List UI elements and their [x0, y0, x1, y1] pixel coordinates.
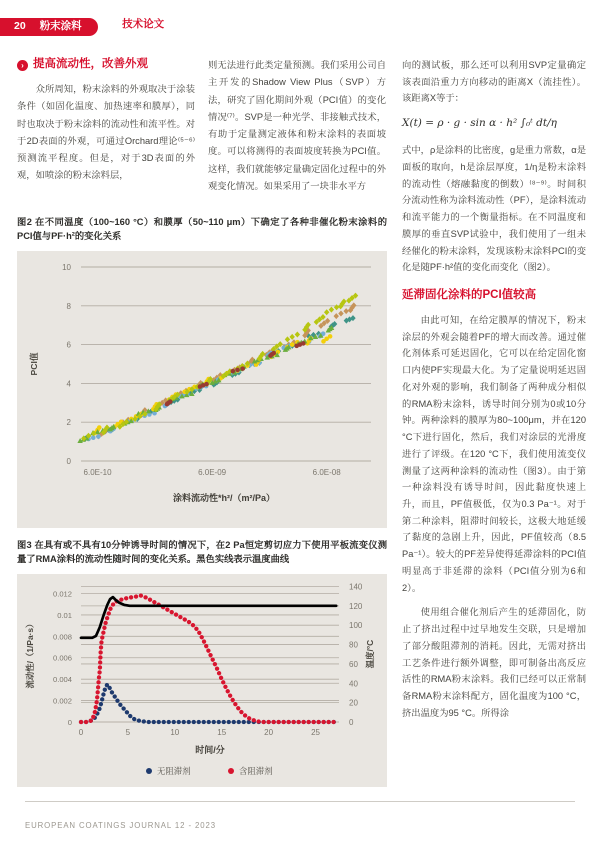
svg-text:6: 6	[66, 340, 71, 350]
column-3	[402, 57, 586, 722]
left-two-column-block	[17, 57, 387, 787]
column-2	[208, 57, 386, 209]
svg-text:6.0E-09: 6.0E-09	[198, 467, 227, 477]
text-columns	[17, 57, 387, 209]
svg-text:0: 0	[67, 717, 72, 727]
figure3-line-chart-svg	[17, 574, 387, 782]
svg-text:0: 0	[349, 717, 354, 727]
equation: X(t) = ρ · g · sin α · h² ∫₀ᵗ dt/η	[402, 117, 557, 130]
page-header	[0, 16, 164, 36]
svg-text:10: 10	[170, 727, 180, 737]
svg-text:温度/°C: 温度/°C	[365, 639, 375, 668]
scatter-series-黄绿色	[81, 292, 358, 441]
svg-text:无阻滞剂: 无阻滞剂	[157, 765, 191, 776]
svg-text:0.002: 0.002	[52, 696, 72, 706]
svg-text:0.006: 0.006	[52, 653, 72, 663]
svg-text:0.004: 0.004	[52, 674, 72, 684]
body-paragraph: 向的测试板，那么还可以利用SVP定量确定该表面沿重力方向移动的距离X（流挂性）。该距离X等于：	[402, 60, 586, 104]
section-title: 粉末涂料	[39, 20, 82, 32]
svg-text:10: 10	[62, 262, 71, 272]
svg-text:0.012: 0.012	[52, 589, 72, 599]
page-footer	[25, 801, 575, 833]
svg-text:80: 80	[349, 640, 358, 650]
section-heading	[17, 57, 195, 72]
svg-text:PCI值: PCI值	[29, 352, 39, 376]
svg-text:100: 100	[349, 620, 363, 630]
svg-text:涂料流动性*h²/（m²/Pa）: 涂料流动性*h²/（m²/Pa）	[172, 492, 276, 503]
svg-text:15: 15	[217, 727, 227, 737]
svg-text:0.008: 0.008	[52, 631, 72, 641]
line-series-无阻滞剂	[81, 684, 336, 722]
svg-text:6.0E-10: 6.0E-10	[83, 467, 112, 477]
svg-text:0: 0	[66, 456, 71, 466]
subsection-heading: 延滞固化涂料的PCI值较高	[402, 288, 537, 301]
svg-text:20: 20	[349, 698, 358, 708]
temperature-line	[81, 597, 336, 638]
page-number: 20	[14, 20, 26, 32]
body-paragraph: 式中，ρ是涂料的比密度，g是重力常数，α是面板的取向，h是涂层厚度，1/η是粉末涂料的流动性（熔融黏度的倒数）⁽⁸⁻⁹⁾。时间积分流动性称为涂料流动性（PF），是涂料流动和流平能力的一个衡量指标。在不同温度和膜厚的垂直SVP试验中，我们使用了一组未经催化的粉末涂料，发现该粉末涂料PCI的变化是随PF·h²值的变化而变化（图2）。	[402, 145, 586, 273]
svg-text:0.01: 0.01	[57, 610, 72, 620]
svg-text:40: 40	[349, 678, 358, 688]
category-label: 技术论文	[122, 18, 165, 30]
svg-text:60: 60	[349, 659, 358, 669]
svg-text:120: 120	[349, 601, 363, 611]
svg-text:140: 140	[349, 582, 363, 592]
figure2-scatter-chart-svg	[17, 251, 387, 523]
journal-name: EUROPEAN COATINGS JOURNAL 12 - 2023	[25, 821, 216, 830]
svg-text:4: 4	[66, 379, 71, 389]
column-1	[17, 57, 195, 209]
figure2-caption: 图2 在不同温度（100~160 °C）和膜厚（50~110 μm）下确定了各种非催化粉末涂料的PCI值与PF·h²的变化关系	[17, 217, 387, 242]
footer-divider	[25, 801, 575, 802]
svg-text:5: 5	[125, 727, 131, 737]
svg-text:20: 20	[264, 727, 274, 737]
section-pill	[0, 18, 98, 36]
chart-legend	[146, 766, 273, 776]
svg-text:25: 25	[311, 727, 320, 737]
section-heading-text: 提高流动性，改善外观	[33, 58, 148, 70]
svg-text:6.0E-08: 6.0E-08	[312, 467, 341, 477]
figure3-caption: 图3 在具有或不具有10分钟诱导时间的情况下，在2 Pa恒定剪切应力下使用平板流变仪测量了RMA涂料的流动性随时间的变化关系。黑色实线表示温度曲线	[17, 539, 387, 565]
svg-text:2: 2	[66, 418, 71, 428]
chevron-bullet-icon: ›	[17, 60, 28, 71]
body-paragraph: 由此可知，在给定膜厚的情况下，粉末涂层的外观会随着PF的增大而改善。通过催化剂体系可延迟固化，它可以在给定固化窗口内使PF实现最大化。为了定量说明延迟固化对外观的影响，我们制备了两种成分相似的RMA粉末涂料，诱导时间分别为0或10分钟。两种涂料的膜厚为80~100μm，并在120 °C下进行固化，然后，我们对涂层的光滑度进行了评级。在120 °C下，我们使用流变仪测量了这两种涂料的流动性（图3）。由于第一种涂料没有诱导时间，因此黏度快速上升，而且，PF值极低，仅为0.3 Pa⁻¹。对于第二种涂料，阻滞时间较长，这极大地延缓了黏度的急剧上升，因此，PF值较高（8.5 Pa⁻¹）。较大的PF差异使得延滞涂料的PCI值明显高于非延滞的涂料（PCI值分别为6和2）。	[402, 314, 586, 593]
figure2-scatter-chart	[17, 251, 387, 528]
svg-text:8: 8	[66, 301, 71, 311]
svg-text:含阻滞剂: 含阻滞剂	[239, 765, 273, 776]
svg-text:流动性/（1/Pa·s）: 流动性/（1/Pa·s）	[25, 619, 35, 689]
figure3-line-chart	[17, 574, 387, 787]
body-paragraph: 众所周知，粉末涂料的外观取决于涂装条件（如固化温度、加热速率和膜厚），同时也取决于粉末涂料的流动性和流平性。对于2D表面的外观，可通过Orchard理论⁽⁵⁻⁶⁾预测流平程度。但是，对于3D表面的外观，如喷涂的粉末涂料层，	[17, 83, 195, 181]
svg-text:时间/分: 时间/分	[195, 744, 225, 755]
body-paragraph: 使用组合催化剂后产生的延滞固化，防止了挤出过程中过早地发生交联，只是增加了部分酸阻滞剂的消耗。因此，无需对挤出工艺条件进行额外调整，即可制备出高反应活性的RMA粉末涂料。我们已经可以正常制备RMA粉末涂料配方，固化温度为100 °C，挤出温度为95 °C。所得涂	[402, 607, 586, 718]
body-paragraph: 则无法进行此类定量预测。我们采用公司自主开发的Shadow View Plus（SVP）方法，研究了固化期间外观（PCI值）的变化情况⁽⁷⁾。SVP是一种光学、非接触式技术，有助于定量测定液体和粉末涂料的表面坡度。可以将测得的表面坡度转换为PCI值。这样，我们就能够定量确定固化过程中的外观变化情况。如果采用了一块非水平方	[208, 60, 386, 191]
svg-text:0: 0	[78, 727, 84, 737]
